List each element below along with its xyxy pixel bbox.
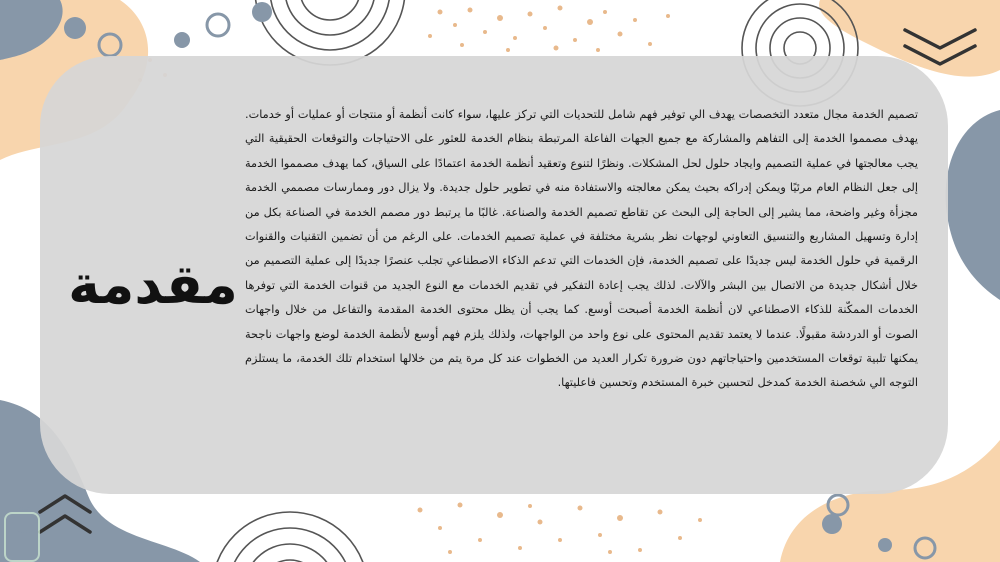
concentric-circles-icon <box>212 512 368 562</box>
blue-blob-right <box>946 110 1000 300</box>
watermark-logo-icon <box>4 512 40 562</box>
slide-title: مقدمة <box>68 253 238 316</box>
dot-icon <box>174 32 190 48</box>
dot-icon <box>878 538 892 552</box>
slide-body-text: تصميم الخدمة مجال متعدد التخصصات يهدف الي توفير فهم شامل للتحديات التي تركز عليها، سواء كانت أنظمة أو منتجات أو عمليات أو خدمات. يهدف مصمموا الخدمة إلى التفاهم والمشاركة مع جميع الجهات الفاعلة المرتبطة بنظام الخدمة للعثور على الاحتياجات والتوقعات الحقيقية التي يجب معالجتها في عملية التصميم وايجاد حلول لحل المشكلات. ونظرًا لتنوع وتعقيد أنظمة الخدمة اعتمادًا على السياق، كما يهدف مصمموا الخدمة إلى جعل النظام العام مرئيًا ويمكن إدراكه بحيث يمكن معالجته والاستفادة منه في تطوير حلول جديدة. ولا يزال دور وممارسات مصممي الخدمة مجزأة وغير واضحة، مما يشير إلى الحاجة إلى البحث عن تقاطع تصميم الخدمة والصناعة. غالبًا ما يرتبط دور مصمم الخدمة في الصناعة بكل من إدارة وتسهيل المشاريع والتنسيق التعاوني لوجهات نظر بشرية مختلفة في عملية تصميم الخدمات. على الرغم من أن تضمين التقنيات والقنوات الرقمية في حلول الخدمة ليس جديدًا على تصميم الخدمة، فإن الخدمات التي تدعم الذكاء الاصطناعي تجلب عنصرًا جديدًا إلى عملية التصميم من خلال أشكال جديدة من الاتصال بين البشر والآلات. لذلك يجب إعادة التفكير في تقديم الخدمات مع النوع الجديد من قنوات الخدمة التي توفرها الخدمات الممكّنة للذكاء الاصطناعي لان أنظمة الخدمة أصبحت أوسع. كما يجب أن يظل محتوى الخدمة المقدمة والتفاعل من خلال واجهات الصوت أو الدردشة مقبولًا. عندما لا يعتمد تقديم المحتوى على نوع واحد من الواجهات، ولذلك يلزم فهم أوسع لأنظمة الخدمة لوضع واجهات ناجحة يمكنها تلبية توقعات المستخدمين واحتياجاتهم دون ضرورة تكرار العديد من الخطوات عند كل مرة يتم من خلالها استخدام تلك الخدمة، ما يستلزم التوجه الي شخصنة الخدمة كمدخل لتحسين خبرة المستخدم وتحسين فاعليتها. <box>245 108 918 390</box>
speckle-pattern <box>418 503 703 555</box>
dot-icon <box>64 17 86 39</box>
dot-icon <box>822 514 842 534</box>
speckle-pattern <box>428 6 670 53</box>
dot-icon <box>252 2 272 22</box>
ring-icon <box>207 14 229 36</box>
